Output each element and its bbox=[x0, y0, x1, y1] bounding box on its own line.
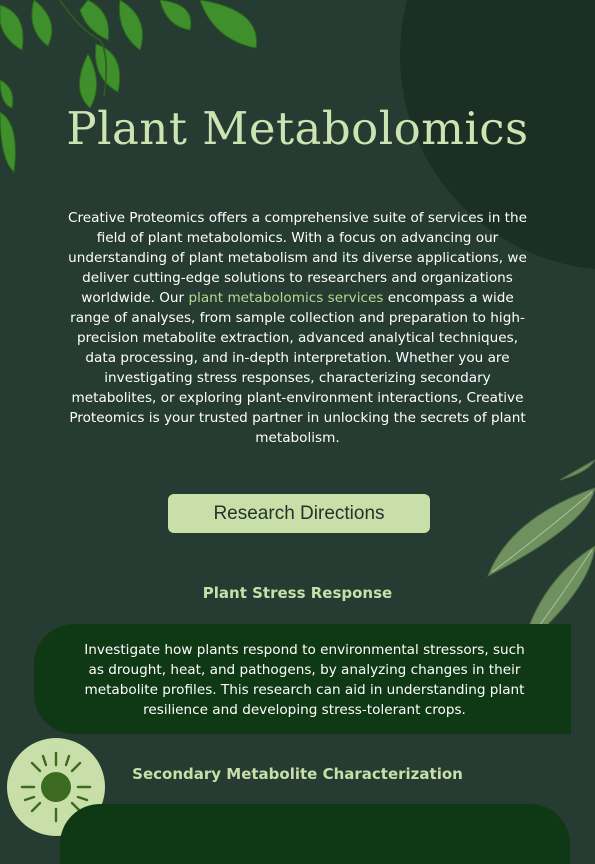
section-heading-secondary-metabolite-characterization: Secondary Metabolite Characterization bbox=[132, 765, 463, 783]
section-card-secondary-metabolite-characterization bbox=[60, 804, 570, 864]
page-title: Plant Metabolomics bbox=[66, 102, 529, 155]
plant-metabolomics-services-link[interactable]: plant metabolomics services bbox=[188, 290, 384, 306]
section-card-plant-stress-response bbox=[34, 624, 571, 734]
section-heading-plant-stress-response: Plant Stress Response bbox=[202, 584, 393, 602]
research-directions-button[interactable]: Research Directions bbox=[168, 494, 430, 533]
section-body-plant-stress-response: Investigate how plants respond to environmental stressors, such as drought, heat, and pathogens, by analyzing changes in their metabolite profiles. This research can aid in understanding plant resilience and developing stress-tolerant crops. bbox=[84, 642, 525, 718]
intro-paragraph bbox=[62, 208, 533, 448]
intro-text-end: encompass a wide range of analyses, from sample collection and preparation to high-precision metabolite extraction, advanced analytical techniques, data processing, and in-depth interpretation. Whether you are investigating stress responses, characterizing secondary metabolites, or exploring plant-environment interactions, Creative Proteomics is your trusted partner in unlocking the secrets of plant metabolism. bbox=[69, 290, 526, 446]
intro-text-start: Creative Proteomics offers a comprehensive suite of services in the field of plant metabolomics. With a focus on advancing our understanding of plant metabolism and its diverse applications, we deliver cutting-edge solutions to researchers and organizations worldwide. Our bbox=[67, 210, 527, 306]
